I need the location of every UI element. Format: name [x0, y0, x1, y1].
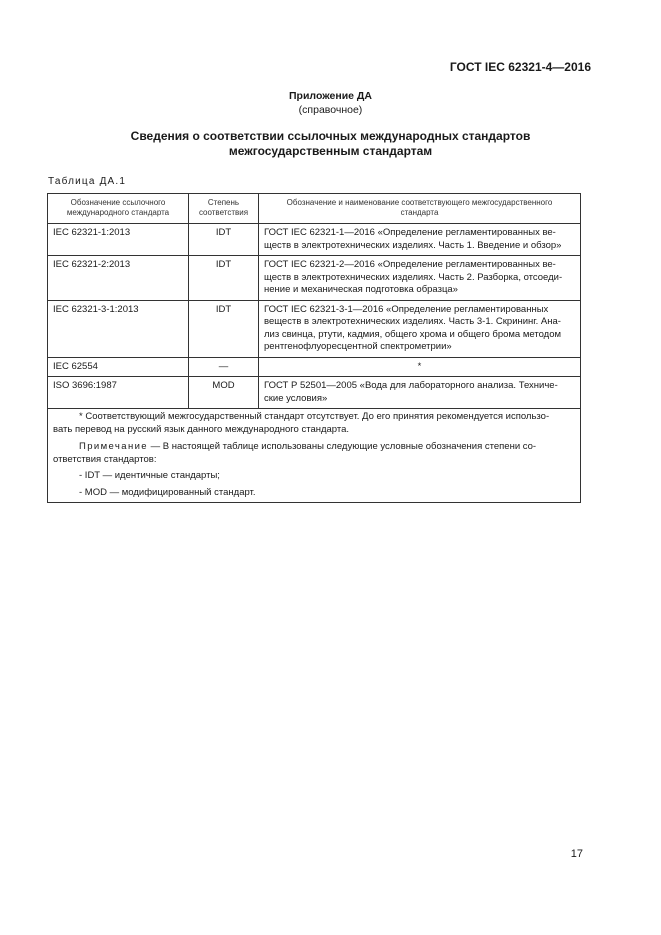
annex-title: Приложение ДА: [289, 90, 372, 102]
designation-line: лиз свинца, ртути, кадмия, общего хрома и общего брома методом: [264, 328, 562, 340]
annex-heading: [0, 89, 661, 117]
cell-designation: [259, 256, 581, 301]
footnote-line1: * Соответствующий межгосударственный стандарт отсутствует. До его принятия рекомендуется использо-: [79, 411, 550, 422]
table-header-row: [48, 194, 581, 224]
cell-reference: ISO 3696:1987: [48, 377, 189, 409]
col-header-designation-line2: стандарта: [400, 208, 439, 217]
designation-line: веществ в электротехнических изделиях. Часть 3-1. Скрининг. Ана-: [264, 316, 561, 327]
cell-reference: IEC 62321-1:2013: [48, 224, 189, 256]
table-row: [48, 357, 581, 377]
table-footer-row: [48, 409, 581, 503]
table-row: [48, 377, 581, 409]
cell-reference: IEC 62321-3-1:2013: [48, 300, 189, 357]
correspondence-table: [47, 193, 581, 503]
designation-line: ществ в электротехнических изделиях. Часть 2. Разборка, отсоеди-: [264, 271, 563, 283]
annex-type: (справочное): [298, 104, 363, 116]
designation-line: ГОСТ IEC 62321-1—2016 «Определение регламентированных ве-: [264, 227, 556, 238]
cell-degree: IDT: [189, 300, 259, 357]
designation-line: ГОСТ IEC 62321-3-1—2016 «Определение регламентированных: [264, 303, 549, 315]
cell-reference: IEC 62321-2:2013: [48, 256, 189, 301]
table-notes: [48, 409, 581, 503]
section-title-line1: Сведения о соответствии ссылочных международных стандартов: [130, 129, 531, 143]
table-row: [48, 300, 581, 357]
note-text: — В настоящей таблице использованы следующие условные обозначения степени со-: [148, 441, 537, 452]
document-header-standard: ГОСТ IEC 62321-4—2016: [449, 60, 591, 74]
note-line1: [53, 441, 575, 454]
note-line2: ответствия стандартов:: [53, 453, 157, 465]
designation-line: ские условия»: [264, 392, 328, 404]
designation-line: нение и механическая подготовка образца»: [264, 284, 458, 295]
cell-degree: IDT: [189, 256, 259, 301]
col-header-degree-line2: соответствия: [198, 208, 249, 217]
designation-line: рентгенофлуоресцентной спектрометрии»: [264, 341, 452, 352]
page-number: 17: [570, 848, 583, 860]
designation-line: ществ в электротехнических изделиях. Часть 1. Введение и обзор»: [264, 239, 562, 251]
cell-reference: IEC 62554: [48, 357, 189, 377]
col-header-designation: [259, 194, 581, 224]
footnote-line2: вать перевод на русский язык данного международного стандарта.: [53, 423, 350, 435]
legend-item-mod: - MOD — модифицированный стандарт.: [79, 486, 256, 498]
col-header-degree-line1: Степень: [207, 197, 240, 207]
footnote-marker: *: [417, 360, 422, 372]
section-title: [0, 129, 661, 159]
cell-degree: —: [189, 357, 259, 377]
table-row: [48, 256, 581, 301]
cell-designation: [259, 377, 581, 409]
cell-degree: IDT: [189, 224, 259, 256]
col-header-designation-line1: Обозначение и наименование соответствующего межгосударственного: [286, 197, 553, 207]
designation-line: ГОСТ IEC 62321-2—2016 «Определение регламентированных ве-: [264, 259, 556, 270]
cell-designation: [259, 300, 581, 357]
legend-item-idt: - IDT — идентичные стандарты;: [79, 470, 220, 481]
designation-line: ГОСТ Р 52501—2005 «Вода для лабораторного анализа. Техниче-: [264, 380, 558, 391]
col-header-reference-line2: международного стандарта: [66, 208, 170, 217]
col-header-reference-line1: Обозначение ссылочного: [70, 197, 166, 207]
section-title-line2: межгосударственным стандартам: [228, 144, 433, 158]
table-caption: Таблица ДА.1: [48, 176, 127, 187]
table-row: [48, 224, 581, 256]
note-label: Примечание: [79, 441, 148, 452]
col-header-degree: [189, 194, 259, 224]
cell-degree: MOD: [189, 377, 259, 409]
col-header-reference: [48, 194, 189, 224]
cell-designation: [259, 224, 581, 256]
cell-designation: [259, 357, 581, 377]
